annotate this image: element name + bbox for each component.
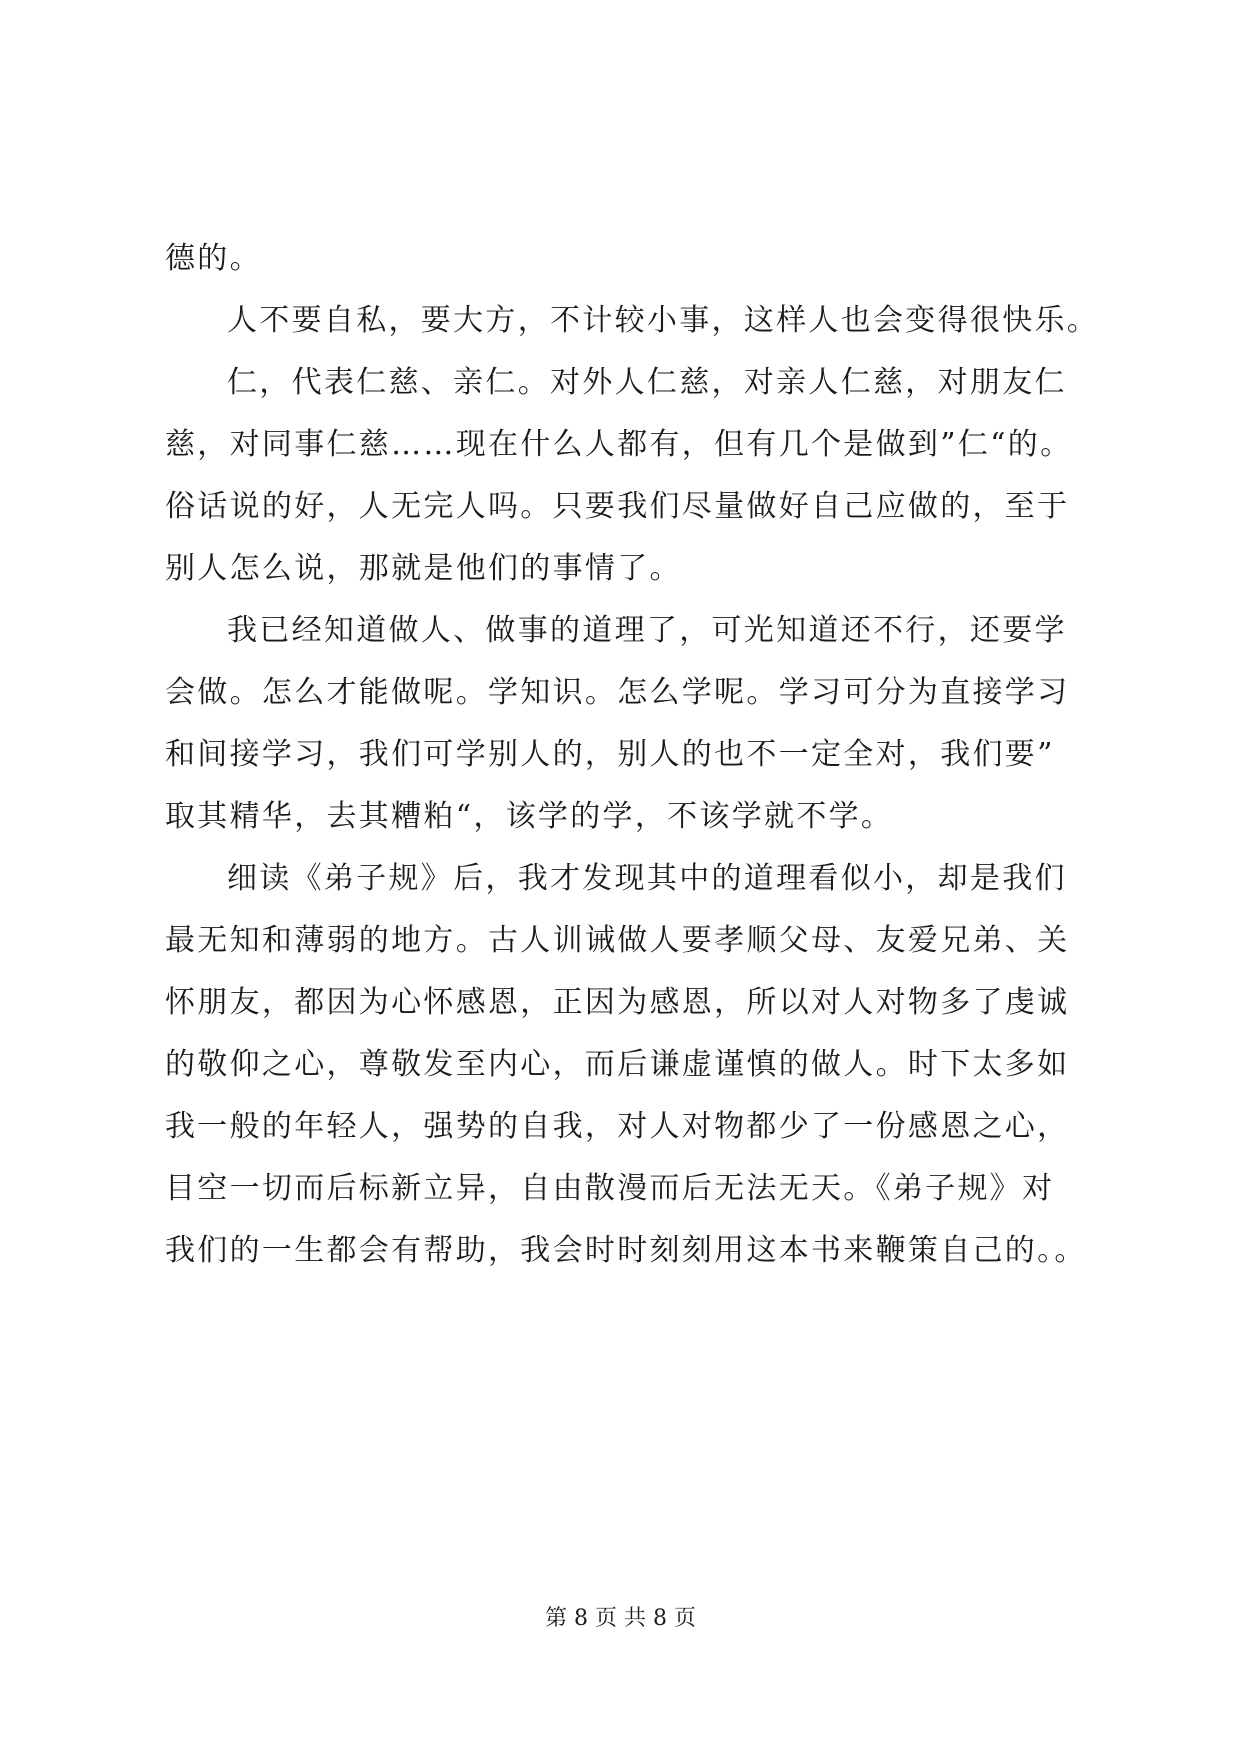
text-line: 俗话说的好，人无完人吗。只要我们尽量做好自己应做的，至于 <box>165 489 1070 524</box>
page-number-footer: 第 8 页 共 8 页 <box>545 1606 696 1631</box>
text-line: 和间接学习，我们可学别人的，别人的也不一定全对，我们要” <box>165 737 1055 772</box>
text-line: 我们的一生都会有帮助，我会时时刻刻用这本书来鞭策自己的。。 <box>165 1233 1087 1268</box>
text-line: 会做。怎么才能做呢。学知识。怎么学呢。学习可分为直接学习 <box>165 675 1070 710</box>
text-line: 德的。 <box>165 241 262 276</box>
text-line: 人不要自私，要大方，不计较小事，这样人也会变得很快乐。 <box>227 303 1100 338</box>
text-line: 细读《弟子规》后，我才发现其中的道理看似小，却是我们 <box>227 861 1067 896</box>
text-line: 我已经知道做人、做事的道理了，可光知道还不行，还要学 <box>227 613 1067 648</box>
document-body <box>165 228 1100 1282</box>
text-line: 别人怎么说，那就是他们的事情了。 <box>165 551 682 586</box>
text-line: 最无知和薄弱的地方。古人训诫做人要孝顺父母、友爱兄弟、关 <box>165 923 1070 958</box>
text-line: 仁，代表仁慈、亲仁。对外人仁慈，对亲人仁慈，对朋友仁 <box>227 365 1067 400</box>
text-line: 取其精华，去其糟粕“，该学的学，不该学就不学。 <box>165 799 894 834</box>
text-line: 怀朋友，都因为心怀感恩，正因为感恩，所以对人对物多了虔诚 <box>165 985 1070 1020</box>
text-line: 我一般的年轻人，强势的自我，对人对物都少了一份感恩之心， <box>165 1109 1070 1144</box>
text-line: 目空一切而后标新立异，自由散漫而后无法无天。《弟子规》对 <box>165 1171 1055 1206</box>
text-line: 的敬仰之心，尊敬发至内心，而后谦虚谨慎的做人。时下太多如 <box>165 1047 1070 1082</box>
text-line: 慈，对同事仁慈……现在什么人都有，但有几个是做到”仁“的。 <box>165 427 1073 462</box>
